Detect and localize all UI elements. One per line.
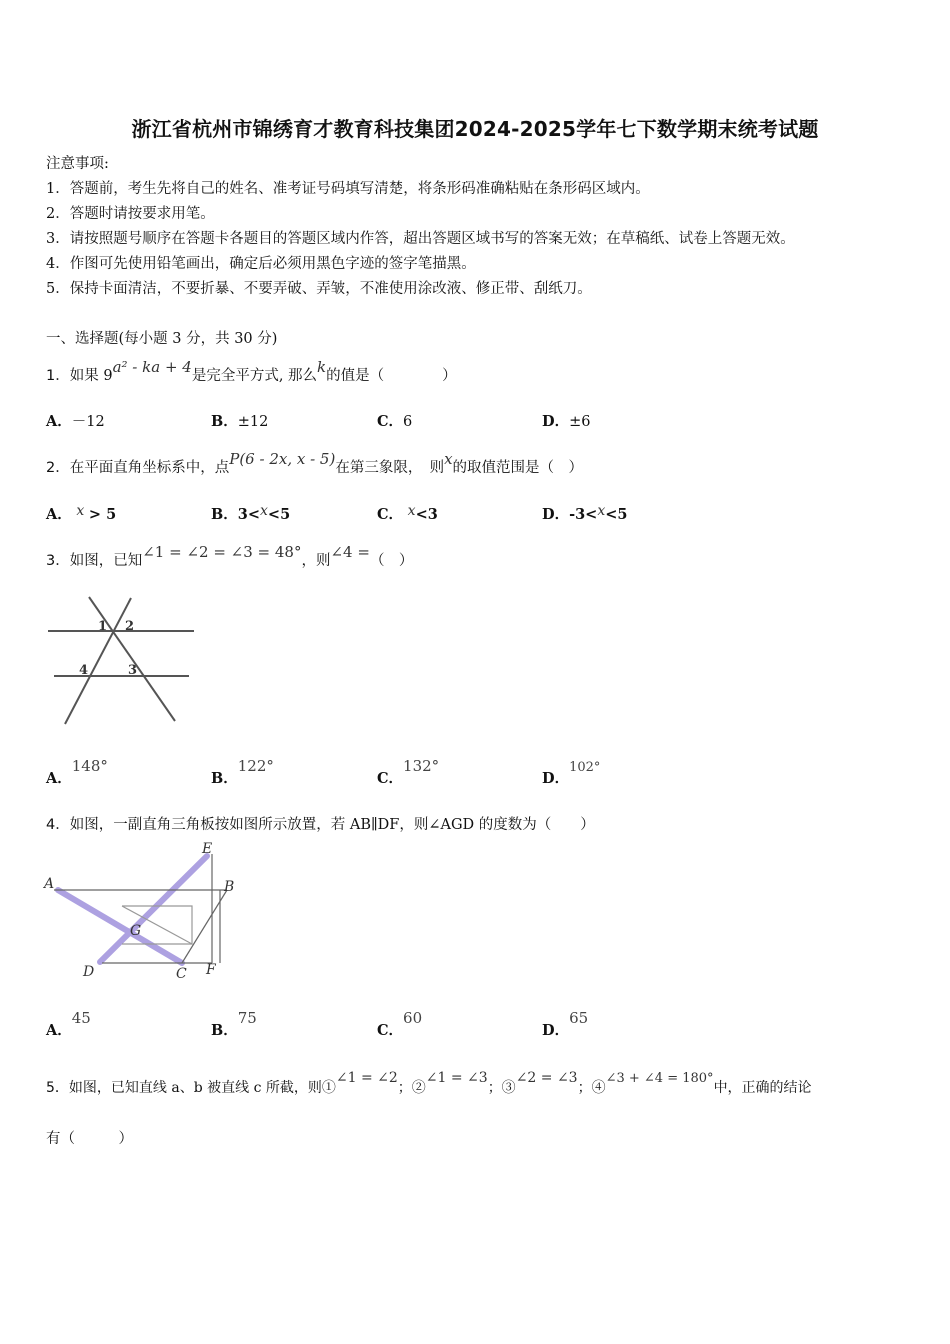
question-text: 如图，已知直线 a、b 被直线 c 所截，则①	[68, 1080, 336, 1096]
question-text: 中，正确的结论	[713, 1080, 812, 1096]
math-expression: ∠4 =	[330, 543, 370, 561]
option-b[interactable]: B．122°	[211, 757, 274, 787]
question-text: 如图，已知	[69, 553, 143, 569]
figure-parallel-lines	[46, 590, 198, 730]
math-expression: ∠3 + ∠4 = 180°	[605, 1071, 714, 1086]
point-label-g: G	[130, 923, 142, 939]
option-d[interactable]: D．-3<x<5	[542, 503, 628, 523]
math-expression: k	[317, 358, 327, 376]
question-number: 5．	[46, 1080, 69, 1096]
point-label-e: E	[202, 841, 213, 857]
figure-triangle-rulers	[42, 840, 242, 985]
point-label-d: D	[83, 964, 95, 980]
question-5-line2: 有（ ）	[46, 1131, 133, 1147]
question-text: 的取值范围是（ ）	[452, 460, 584, 476]
point-label-f: F	[206, 962, 216, 978]
option-b[interactable]: B．75	[211, 1009, 257, 1039]
point-label-c: C	[176, 966, 187, 982]
option-d[interactable]: D．±6	[542, 413, 591, 430]
option-d[interactable]: D．102°	[542, 760, 601, 787]
angle-label-4: 4	[79, 663, 89, 678]
math-expression: ∠1 = ∠3	[425, 1070, 488, 1086]
notice-item-1: 1．答题前，考生先将自己的姓名、准考证号码填写清楚，将条形码准确粘贴在条形码区域内。	[46, 181, 650, 197]
option-a[interactable]: A． x > 5	[46, 503, 117, 523]
question-text: ；②	[397, 1080, 426, 1096]
question-text: 如图，一副直角三角板按如图所示放置，若 AB∥DF，则∠AGD 的度数为（ ）	[69, 817, 595, 833]
question-2	[46, 450, 584, 477]
math-expression: ∠1 = ∠2 = ∠3 = 48°	[142, 543, 302, 561]
question-text: ；③	[487, 1080, 516, 1096]
question-text: 是完全平方式, 那么	[191, 368, 318, 384]
question-3	[46, 543, 414, 570]
section-heading: 一、选择题(每小题 3 分，共 30 分)	[46, 331, 278, 347]
question-text: （ ）	[369, 553, 414, 569]
math-expression: ∠1 = ∠2	[335, 1070, 398, 1086]
angle-label-2: 2	[125, 619, 135, 634]
notice-item-4: 4．作图可先使用铅笔画出，确定后必须用黑色字迹的签字笔描黑。	[46, 256, 476, 272]
question-number: 1．	[46, 368, 70, 384]
line-transversal-right	[89, 597, 175, 721]
point-label-a: A	[44, 876, 55, 892]
line-transversal-left	[65, 598, 131, 724]
notice-heading: 注意事项:	[46, 156, 109, 172]
question-text: 在平面直角坐标系中，点	[69, 460, 230, 476]
math-expression: a² - ka + 4	[112, 358, 192, 376]
option-b[interactable]: B．±12	[211, 413, 269, 430]
question-text: 在第三象限， 则	[335, 460, 445, 476]
angle-label-1: 1	[98, 619, 108, 634]
question-text: ，则	[301, 553, 331, 569]
question-number: 3．	[46, 553, 70, 569]
question-1	[46, 358, 457, 385]
question-text: ；④	[577, 1080, 606, 1096]
question-number: 4．	[46, 817, 70, 833]
math-expression: x	[444, 450, 453, 468]
option-c[interactable]: C．132°	[377, 757, 440, 787]
question-number: 2．	[46, 460, 70, 476]
math-expression: ∠2 = ∠3	[515, 1070, 578, 1086]
option-c[interactable]: C． x<3	[377, 503, 438, 523]
notice-item-3: 3．请按照题号顺序在答题卡各题目的答题区域内作答，超出答题区域书写的答案无效；在草稿纸、试卷上答题无效。	[46, 231, 795, 247]
page-title: 浙江省杭州市锦绣育才教育科技集团2024-2025学年七下数学期末统考试题	[131, 117, 819, 141]
math-expression: P(6 - 2x, x - 5)	[229, 450, 336, 468]
option-c[interactable]: C．60	[377, 1009, 423, 1039]
notice-item-2: 2．答题时请按要求用笔。	[46, 206, 215, 222]
point-label-b: B	[224, 879, 235, 895]
option-b[interactable]: B．3<x<5	[211, 503, 291, 523]
question-text: 的值是（ ）	[326, 368, 457, 384]
option-a[interactable]: A．148°	[46, 757, 108, 787]
option-d[interactable]: D．65	[542, 1009, 589, 1039]
option-a[interactable]: A．－12	[46, 413, 105, 430]
question-5	[46, 1070, 812, 1097]
notice-item-5: 5．保持卡面清洁，不要折暴、不要弄破、弄皱，不准使用涂改液、修正带、刮纸刀。	[46, 281, 592, 297]
question-4	[46, 813, 595, 834]
option-c[interactable]: C．6	[377, 413, 413, 430]
question-text: 如果 9	[69, 368, 113, 384]
angle-label-3: 3	[128, 663, 138, 678]
option-a[interactable]: A．45	[46, 1009, 91, 1039]
